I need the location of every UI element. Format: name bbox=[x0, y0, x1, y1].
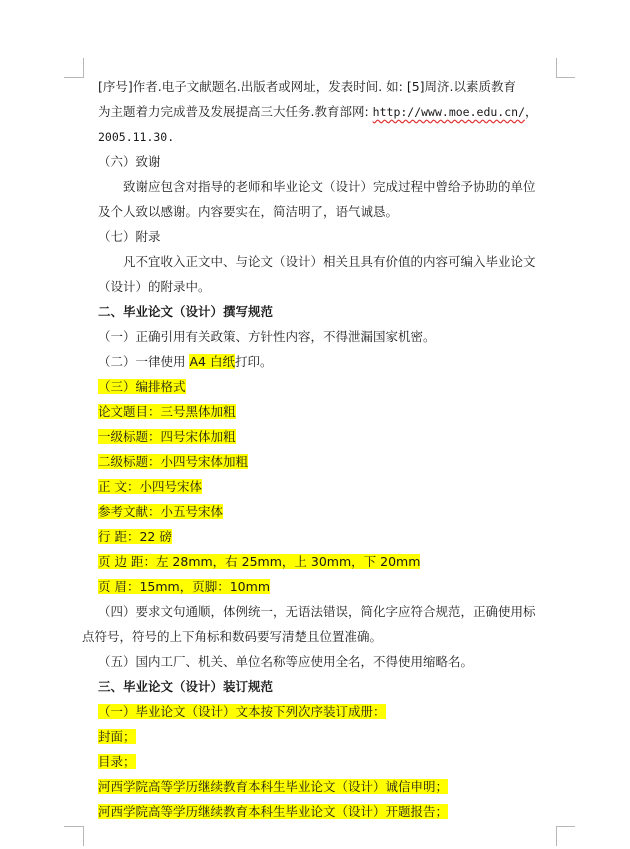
rule-item-2: （二）一律使用 A4 白纸打印。 bbox=[98, 354, 273, 369]
reference-format-line-2: 为主题着力完成普及发展提高三大任务.教育部网: http://www.moe.edu.cn/， bbox=[98, 104, 538, 119]
binding-item-1: （一）毕业论文（设计）文本按下列次序装订成册： bbox=[98, 704, 386, 719]
binding-cover: 封面； bbox=[98, 729, 136, 744]
rule-item-3-heading: （三）编排格式 bbox=[98, 379, 186, 394]
rule-item-5: （五）国内工厂、机关、单位名称等应使用全名，不得使用缩略名。 bbox=[98, 654, 474, 669]
format-thesis-title: 论文题目：三号黑体加粗 bbox=[98, 404, 236, 419]
heading-binding-rules: 三、毕业论文（设计）装订规范 bbox=[98, 679, 274, 694]
appendix-paragraph-line-1: 凡不宜收入正文中、与论文（设计）相关且具有价值的内容可编入毕业论文 bbox=[123, 254, 536, 269]
section-heading-appendix: （七）附录 bbox=[98, 229, 161, 244]
rule-item-1: （一）正确引用有关政策、方针性内容，不得泄漏国家机密。 bbox=[98, 329, 436, 344]
acknowledgement-paragraph-line-2: 及个人致以感谢。内容要实在，简洁明了，语气诚恳。 bbox=[98, 204, 399, 219]
format-references: 参考文献：小五号宋体 bbox=[98, 504, 224, 519]
format-level-1-heading: 一级标题：四号宋体加粗 bbox=[98, 429, 236, 444]
section-heading-acknowledgement: （六）致谢 bbox=[98, 154, 161, 169]
format-level-2-heading: 二级标题：小四号宋体加粗 bbox=[98, 454, 249, 469]
format-page-margins: 页 边 距：左 28mm，右 25mm，上 30mm，下 20mm bbox=[98, 554, 421, 569]
reference-date-line: 2005.11.30. bbox=[98, 130, 175, 144]
rule-item-4-line-1: （四）要求文句通顺，体例统一，无语法错误，简化字应符合规范，正确使用标 bbox=[98, 604, 536, 619]
acknowledgement-paragraph-line-1: 致谢应包含对指导的老师和毕业论文（设计）完成过程中曾给予协助的单位 bbox=[123, 179, 536, 194]
binding-integrity-statement: 河西学院高等学历继续教育本科生毕业论文（设计）诚信申明； bbox=[98, 779, 449, 794]
heading-writing-rules: 二、毕业论文（设计）撰写规范 bbox=[98, 304, 274, 319]
reference-format-line-1: [序号]作者.电子文献题名.出版者或网址，发表时间. 如: [5]周济.以素质教育 bbox=[98, 79, 517, 94]
format-header-footer: 页 眉：15mm，页脚：10mm bbox=[98, 579, 270, 594]
format-line-spacing: 行 距：22 磅 bbox=[98, 529, 172, 544]
binding-contents: 目录； bbox=[98, 754, 136, 769]
rule-item-4-line-2: 点符号，符号的上下角标和数码要写清楚且位置准确。 bbox=[82, 629, 383, 644]
binding-proposal-report: 河西学院高等学历继续教育本科生毕业论文（设计）开题报告； bbox=[98, 804, 449, 819]
format-body-text: 正 文：小四号宋体 bbox=[98, 479, 202, 494]
appendix-paragraph-line-2: （设计）的附录中。 bbox=[98, 279, 211, 294]
moe-url-link[interactable]: http://www.moe.edu.cn/ bbox=[372, 105, 525, 119]
